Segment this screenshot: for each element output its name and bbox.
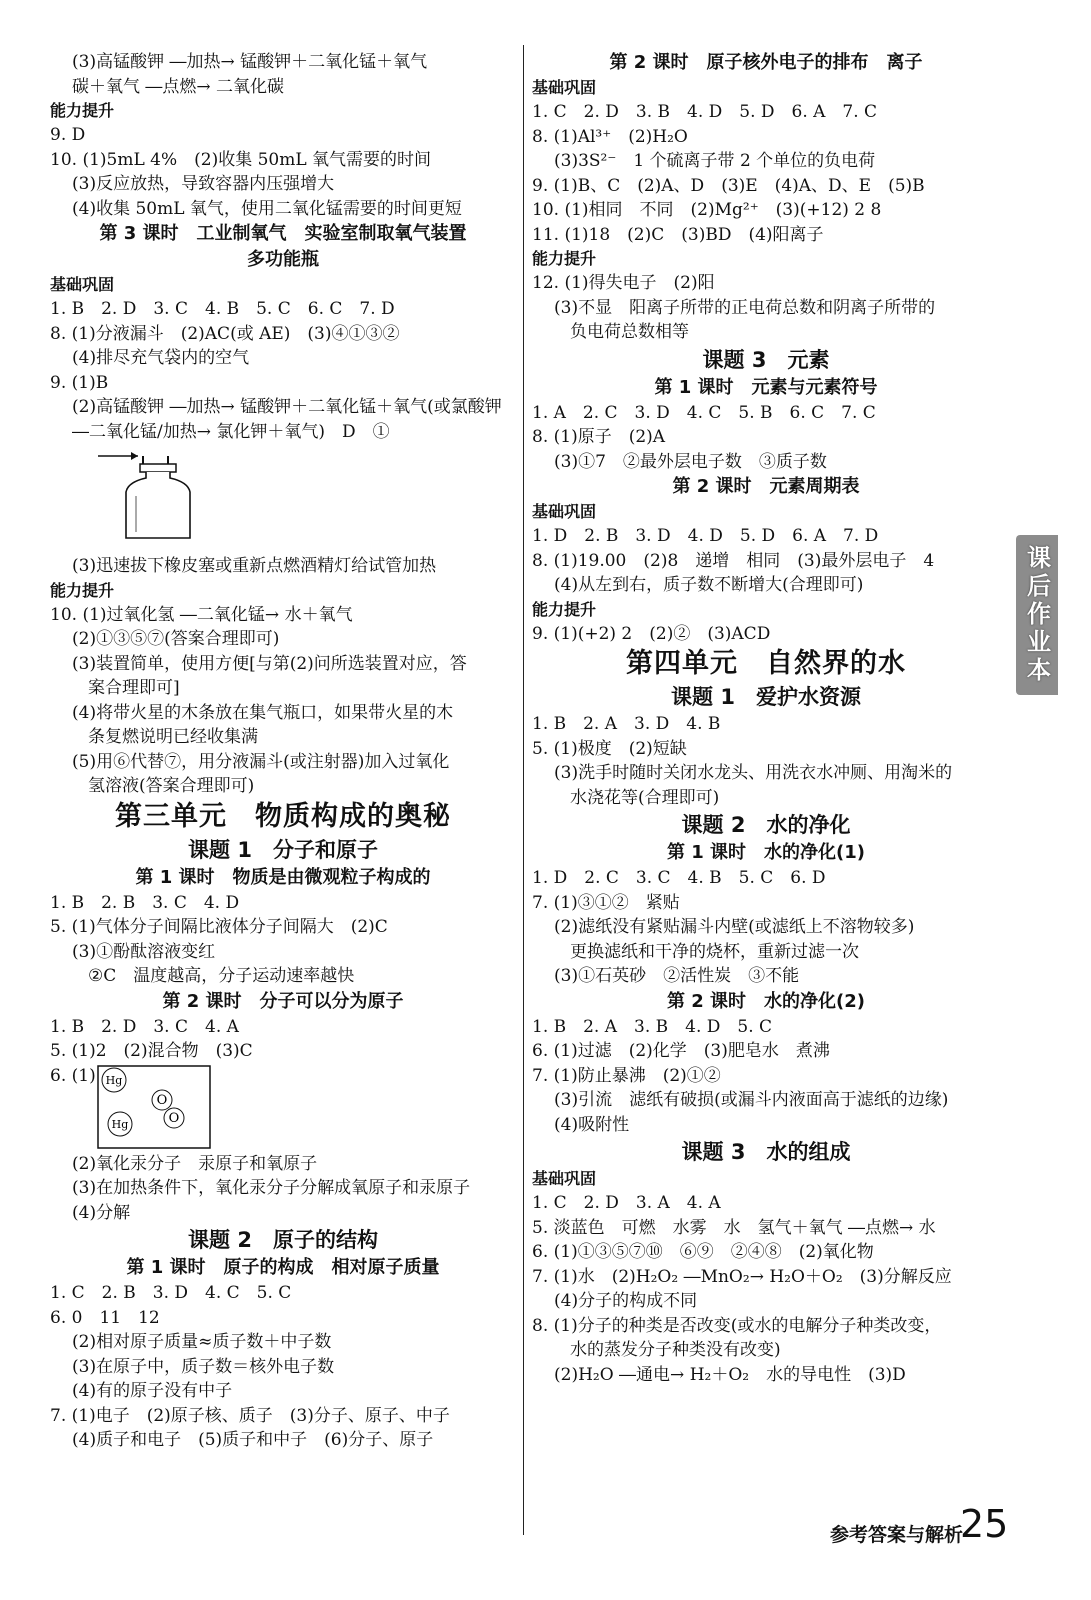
answer-line: 9. (1)B [50, 372, 109, 393]
topic-title: 课题 1 爱护水资源 [671, 685, 861, 709]
answer-line: 水的蒸发分子种类没有改变) [570, 1340, 781, 1360]
section-label: 基础巩固 [532, 1169, 597, 1188]
answer-line: 9. D [50, 125, 86, 145]
lesson-title: 第 2 课时 分子可以分为原子 [162, 990, 404, 1012]
o-atom-1: O [156, 1092, 168, 1108]
answer-line: (4)从左到右，质子数不断增大(合理即可) [554, 575, 864, 595]
answer-line: (3)高锰酸钾 ―加热→ 锰酸钾＋二氧化锰＋氧气 [72, 52, 428, 72]
answer-line: 案合理即可] [88, 678, 180, 698]
lesson-title: 第 2 课时 水的净化(2) [666, 990, 866, 1012]
answer-line: 1. C 2. D 3. A 4. A [532, 1193, 721, 1213]
answer-line: 碳＋氧气 ―点燃→ 二氧化碳 [72, 76, 285, 97]
answer-line: ―二氧化锰/加热→ 氯化钾＋氧气) D ① [72, 421, 390, 442]
answer-line: 水浇花等(合理即可) [570, 787, 720, 808]
answer-line: 5. (1)极度 (2)短缺 [532, 738, 687, 759]
answer-line: 11. (1)18 (2)C (3)BD (4)阳离子 [532, 224, 824, 245]
topic-title: 课题 3 元素 [702, 347, 830, 372]
answer-line: 1. C 2. D 3. B 4. D 5. D 6. A 7. C [532, 102, 878, 122]
answer-line: 6. 0 11 12 [50, 1307, 160, 1328]
answer-line: (4)质子和电子 (5)质子和中子 (6)分子、原子 [72, 1430, 434, 1450]
answer-line: 8. (1)分液漏斗 (2)AC(或 AE) (3)④①③② [50, 323, 400, 344]
hgo-box [96, 1064, 216, 1152]
answer-line: 1. D 2. B 3. D 4. D 5. D 6. A 7. D [532, 526, 879, 546]
lesson-title: 第 1 课时 原子的构成 相对原子质量 [126, 1257, 440, 1278]
right-column [532, 50, 1000, 1387]
page-number: 25 [960, 1502, 1009, 1546]
answer-line: 8. (1)Al³⁺ (2)H₂O [532, 126, 688, 147]
answer-line: 10. (1)5mL 4% (2)收集 50mL 氧气需要的时间 [50, 149, 432, 170]
answer-line: (4)分子的构成不同 [554, 1291, 698, 1311]
answer-line: (4)将带火星的木条放在集气瓶口，如果带火星的木 [72, 702, 454, 723]
column-divider [523, 45, 524, 1535]
answer-line: (3)不显 阳离子所带的正电荷总数和阴离子所带的 [554, 297, 936, 318]
unit-title: 第四单元 自然界的水 [626, 648, 906, 679]
answer-line: (3)洗手时随时关闭水龙头、用洗衣水冲厕、用淘米的 [554, 763, 953, 783]
answer-line: 6. (1)过滤 (2)化学 (3)肥皂水 煮沸 [532, 1041, 830, 1061]
hg-atom-1: Hg [105, 1073, 123, 1087]
answer-line: 6. (1)①③⑤⑦⑩ ⑥⑨ ②④⑧ (2)氧化物 [532, 1242, 874, 1262]
answer-line: (2)氧化汞分子 汞原子和氧原子 [72, 1153, 318, 1174]
answer-line: (3)①酚酞溶液变红 [72, 941, 216, 962]
lesson-title: 第 1 课时 水的净化(1) [666, 842, 866, 863]
answer-line: 1. B 2. B 3. C 4. D [50, 892, 240, 913]
section-label: 基础巩固 [532, 502, 597, 521]
hg-atom-2: Hg [111, 1117, 129, 1131]
topic-title: 课题 2 水的净化 [681, 813, 851, 837]
section-label: 能力提升 [532, 249, 597, 268]
answer-line: (2)H₂O ―通电→ H₂＋O₂ 水的导电性 (3)D [554, 1364, 906, 1385]
answer-line: 1. C 2. B 3. D 4. C 5. C [50, 1283, 292, 1303]
answer-line: (3)迅速拔下橡皮塞或重新点燃酒精灯给试管加热 [72, 556, 437, 576]
answer-line: 10. (1)过氧化氢 ―二氧化锰→ 水＋氧气 [50, 604, 353, 625]
left-column [50, 50, 516, 1453]
answer-line: 10. (1)相同 不同 (2)Mg²⁺ (3)(+12) 2 8 [532, 200, 882, 220]
answer-line: (4)分解 [72, 1202, 131, 1223]
answer-line: 12. (1)得失电子 (2)阳 [532, 273, 715, 293]
answer-line: 负电荷总数相等 [570, 322, 689, 342]
answer-line: (4)收集 50mL 氧气，使用二氧化锰需要的时间更短 [72, 198, 462, 219]
section-label: 能力提升 [532, 599, 597, 619]
answer-line: 1. B 2. A 3. D 4. B [532, 714, 721, 734]
answer-line: 9. (1)(+2) 2 (2)② (3)ACD [532, 623, 771, 644]
answer-line: (3)①7 ②最外层电子数 ③质子数 [554, 451, 827, 472]
hgo-molecule-figure [50, 1064, 516, 1152]
question-label: 6. (1) [50, 1065, 96, 1086]
section-label: 基础巩固 [50, 275, 115, 294]
side-tab: 课后作业本 [1016, 535, 1058, 695]
answer-line: 9. (1)B、C (2)A、D (3)E (4)A、D、E (5)B [532, 175, 925, 196]
answer-line: 7. (1)电子 (2)原子核、质子 (3)分子、原子、中子 [50, 1405, 450, 1426]
answer-line: (4)排尽充气袋内的空气 [72, 348, 250, 368]
answer-line: 5. (1)2 (2)混合物 (3)C [50, 1041, 253, 1061]
answer-line: 8. (1)分子的种类是否改变(或水的电解分子种类改变， [532, 1315, 942, 1336]
answer-line: 1. B 2. D 3. C 4. A [50, 1016, 239, 1037]
answer-line: 7. (1)水 (2)H₂O₂ ―MnO₂→ H₂O＋O₂ (3)分解反应 [532, 1266, 952, 1287]
answer-line: (2)①③⑤⑦(答案合理即可) [72, 629, 280, 649]
topic-title: 课题 1 分子和原子 [188, 837, 378, 862]
answer-line: 8. (1)19.00 (2)8 递增 相同 (3)最外层电子 4 [532, 550, 935, 571]
answer-line: 条复燃说明已经收集满 [88, 727, 258, 747]
answer-line: (3)装置简单，使用方便[与第(2)问所选装置对应，答 [72, 653, 467, 674]
topic-title: 课题 2 原子的结构 [188, 1228, 378, 1252]
answer-line: 5. 淡蓝色 可燃 水雾 水 氢气＋氧气 ―点燃→ 水 [532, 1217, 936, 1238]
section-label: 能力提升 [50, 101, 115, 120]
lesson-title: 第 1 课时 元素与元素符号 [654, 376, 878, 398]
o-atom-2: O [168, 1110, 180, 1126]
answer-line: 5. (1)气体分子间隔比液体分子间隔大 (2)C [50, 917, 388, 937]
answer-line: (2)滤纸没有紧贴漏斗内壁(或滤纸上不溶物较多) [554, 917, 915, 937]
lesson-title: 第 2 课时 元素周期表 [672, 476, 860, 497]
section-label: 能力提升 [50, 580, 115, 600]
answer-line: 1. B 2. A 3. B 4. D 5. C [532, 1016, 773, 1037]
lesson-title: 第 2 课时 原子核外电子的排布 离子 [609, 52, 923, 73]
footer-label: 参考答案与解析 [830, 1524, 964, 1546]
answer-line: (4)有的原子没有中子 [72, 1381, 233, 1401]
answer-line: (4)吸附性 [554, 1114, 630, 1135]
answer-line: 7. (1)防止暴沸 (2)①② [532, 1065, 721, 1086]
topic-title: 课题 3 水的组成 [681, 1140, 851, 1164]
answer-line: 1. A 2. C 3. D 4. C 5. B 6. C 7. C [532, 402, 876, 423]
answer-line: (3)引流 滤纸有破损(或漏斗内液面高于滤纸的边缘) [554, 1090, 949, 1110]
lesson-title: 第 1 课时 物质是由微观粒子构成的 [135, 866, 431, 888]
answer-line: 更换滤纸和干净的烧杯，重新过滤一次 [570, 941, 859, 962]
answer-line: (2)相对原子质量≈质子数＋中子数 [72, 1332, 332, 1352]
gas-bottle-figure [98, 446, 516, 550]
answer-line: (3)在加热条件下，氧化汞分子分解成氧原子和汞原子 [72, 1178, 471, 1198]
answer-line: 7. (1)③①② 紧贴 [532, 892, 680, 913]
answer-line: 1. B 2. D 3. C 4. B 5. C 6. C 7. D [50, 299, 395, 319]
unit-title: 第三单元 物质构成的奥秘 [115, 800, 451, 832]
answer-line: ②C 温度越高，分子运动速率越快 [88, 966, 355, 986]
answer-line: 8. (1)原子 (2)A [532, 427, 666, 447]
answer-line: (2)高锰酸钾 ―加热→ 锰酸钾＋二氧化锰＋氧气(或氯酸钾 [72, 397, 502, 417]
section-label: 基础巩固 [532, 78, 597, 97]
answer-line: (3)3S²⁻ 1 个硫离子带 2 个单位的负电荷 [554, 151, 876, 171]
answer-line: (3)①石英砂 ②活性炭 ③不能 [554, 966, 800, 986]
lesson-title: 多功能瓶 [247, 249, 319, 270]
answer-line: (5)用⑥代替⑦，用分液漏斗(或注射器)加入过氧化 [72, 751, 450, 772]
answer-line: (3)反应放热，导致容器内压强增大 [72, 174, 335, 194]
lesson-title: 第 3 课时 工业制氧气 实验室制取氧气装置 [99, 223, 467, 244]
answer-line: 1. D 2. C 3. C 4. B 5. C 6. D [532, 868, 826, 888]
answer-line: (3)在原子中，质子数＝核外电子数 [72, 1356, 335, 1377]
answer-line: 氢溶液(答案合理即可) [88, 776, 255, 796]
